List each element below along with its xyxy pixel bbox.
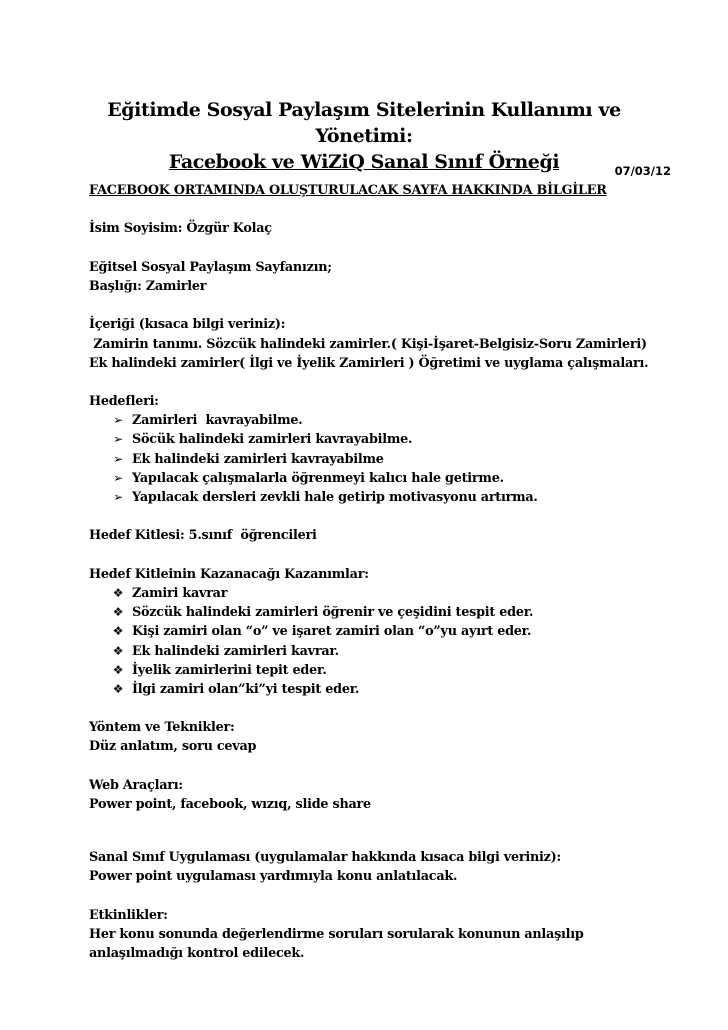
list-item: ❖ Kişi zamiri olan “o” ve işaret zamiri olan “o”yu ayırt eder. bbox=[89, 622, 689, 641]
diamond-bullet-icon: ❖ bbox=[112, 624, 124, 639]
page-title-label: Eğitsel Sosyal Paylaşım Sayfanızın; bbox=[89, 259, 332, 275]
goals-label: Hedefleri: bbox=[89, 394, 159, 410]
list-item: ❖ Zamiri kavrar bbox=[89, 584, 689, 603]
list-item: ➢ Söcük halindeki zamirleri kavrayabilme. bbox=[89, 430, 689, 449]
goals-list bbox=[89, 411, 689, 507]
virtual-class-value: Power point uygulaması yardımıyla konu anlatılacak. bbox=[89, 869, 458, 885]
methods-value: Düz anlatım, soru cevap bbox=[89, 739, 257, 755]
document-title bbox=[60, 97, 668, 175]
diamond-bullet-icon: ❖ bbox=[112, 585, 124, 600]
audience-field: Hedef Kitlesi: 5.sınıf öğrencileri bbox=[89, 528, 317, 544]
name-field: İsim Soyisim: Özgür Kolaç bbox=[89, 221, 272, 237]
list-item: ➢ Ek halindeki zamirleri kavrayabilme bbox=[89, 450, 689, 469]
outcomes-list bbox=[89, 584, 689, 699]
list-item: ❖ Sözcük halindeki zamirleri öğrenir ve çeşidini tespit eder. bbox=[89, 603, 689, 622]
title-line-1: Eğitimde Sosyal Paylaşım Sitelerinin Kullanımı ve Yönetimi: bbox=[107, 99, 621, 147]
document-body bbox=[89, 181, 689, 963]
virtual-class-label: Sanal Sınıf Uygulaması (uygulamalar hakkında kısaca bilgi veriniz): bbox=[89, 850, 561, 866]
list-item: ❖ İyelik zamirlerini tepit eder. bbox=[89, 661, 689, 680]
activities-label: Etkinlikler: bbox=[89, 907, 168, 923]
diamond-bullet-icon: ❖ bbox=[112, 605, 124, 620]
list-item: ❖ İlgi zamiri olan”ki”yi tespit eder. bbox=[89, 680, 689, 699]
arrow-bullet-icon: ➢ bbox=[113, 413, 123, 428]
content-label: İçeriği (kısaca bilgi veriniz): bbox=[89, 317, 286, 333]
title-line-2: Facebook ve WiZiQ Sanal Sınıf Örneği bbox=[168, 151, 560, 173]
content-line-1: Zamirin tanımı. Sözcük halindeki zamirler.( Kişi-İşaret-Belgisiz-Soru Zamirleri) bbox=[89, 336, 647, 352]
diamond-bullet-icon: ❖ bbox=[112, 681, 124, 696]
list-item: ➢ Yapılacak çalışmalarla öğrenmeyi kalıcı hale getirme. bbox=[89, 469, 689, 488]
page-title-value: Başlığı: Zamirler bbox=[89, 278, 207, 294]
content-line-2: Ek halindeki zamirler( İlgi ve İyelik Zamirleri ) Öğretimi ve uyglama çalışmaları. bbox=[89, 355, 649, 371]
section-heading: FACEBOOK ORTAMINDA OLUŞTURULACAK SAYFA HAKKINDA BİLGİLER bbox=[89, 183, 607, 198]
list-item: ➢ Zamirleri kavrayabilme. bbox=[89, 411, 689, 430]
document-date: 07/03/12 bbox=[614, 164, 671, 178]
arrow-bullet-icon: ➢ bbox=[113, 490, 123, 504]
outcomes-label: Hedef Kitleinin Kazanacağı Kazanımlar: bbox=[89, 566, 369, 582]
diamond-bullet-icon: ❖ bbox=[112, 643, 124, 658]
activities-line-2: anlaşılmadığı kontrol edilecek. bbox=[89, 946, 305, 962]
activities-line-1: Her konu sonunda değerlendirme soruları sorularak konunun anlaşılıp bbox=[89, 926, 584, 942]
diamond-bullet-icon: ❖ bbox=[112, 662, 124, 677]
list-item: ➢ Yapılacak dersleri zevkli hale getirip motivasyonu artırma. bbox=[89, 488, 689, 507]
methods-label: Yöntem ve Teknikler: bbox=[89, 720, 235, 736]
list-item: ❖ Ek halindeki zamirleri kavrar. bbox=[89, 642, 689, 661]
arrow-bullet-icon: ➢ bbox=[113, 470, 123, 485]
arrow-bullet-icon: ➢ bbox=[113, 451, 123, 466]
arrow-bullet-icon: ➢ bbox=[113, 432, 123, 447]
web-tools-value: Power point, facebook, wızıq, slide share bbox=[89, 797, 371, 812]
web-tools-label: Web Araçları: bbox=[89, 777, 183, 793]
